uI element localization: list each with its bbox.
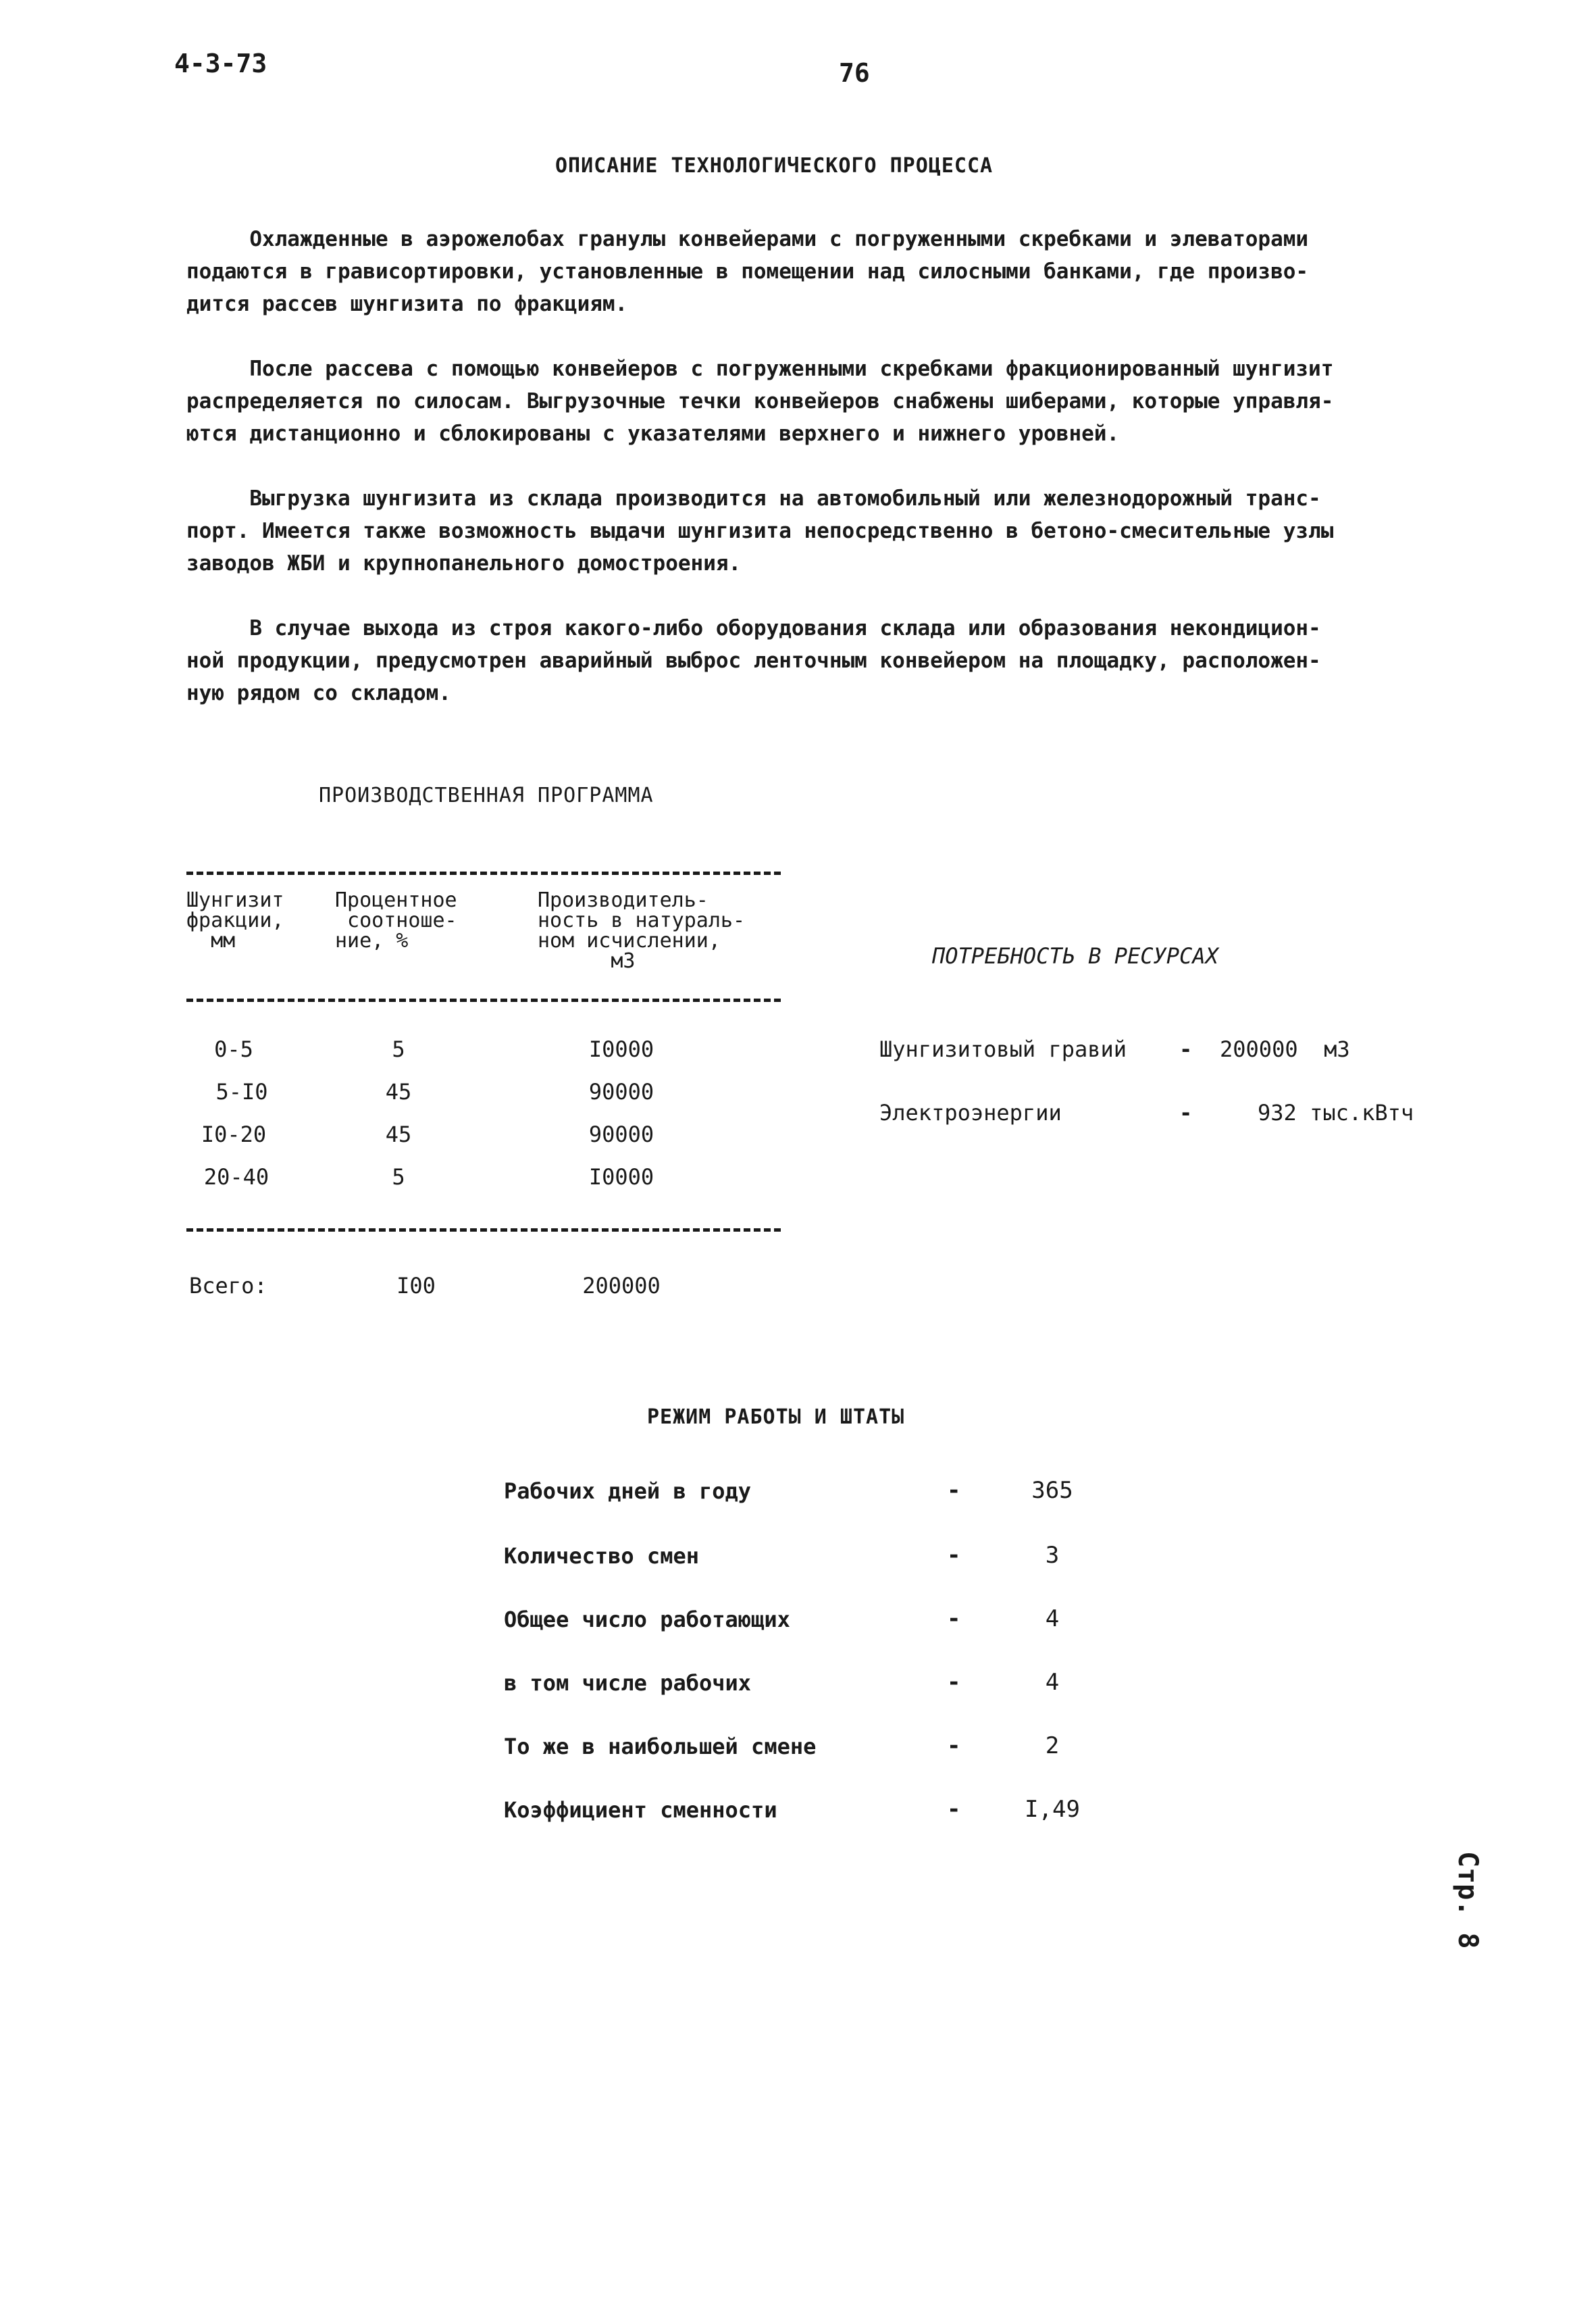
- resource-value: 200000 м3: [1220, 1036, 1350, 1062]
- total-label: Всего:: [189, 1273, 267, 1299]
- work-mode-value: 2: [1045, 1732, 1060, 1759]
- total-volume: 200000: [582, 1273, 661, 1299]
- work-mode-label: То же в наибольшей смене: [504, 1734, 817, 1759]
- table-cell: 0-5: [214, 1036, 253, 1062]
- work-mode-value: 4: [1045, 1605, 1060, 1632]
- paragraph-line: подаются в грависортировки, установленные в помещении над силосными банками, где произво-: [186, 259, 1309, 284]
- work-mode-label: Количество смен: [504, 1543, 699, 1569]
- work-mode-label: Коэффициент сменности: [504, 1797, 777, 1823]
- work-mode-value: I,49: [1025, 1796, 1080, 1823]
- work-mode-value: 4: [1045, 1669, 1060, 1696]
- table-cell: I0000: [588, 1164, 654, 1190]
- column-header-volume: Производитель- ность в натураль- ном исчислении, м3: [538, 888, 746, 973]
- resource-name: Шунгизитовый гравий: [879, 1036, 1127, 1062]
- paragraph-2: [186, 353, 1382, 450]
- paragraph-line: ную рядом со складом.: [186, 681, 451, 705]
- paragraph-line: порт. Имеется также возможность выдачи шунгизита непосредственно в бетоно-смесительные узлы: [186, 519, 1334, 543]
- paragraph-line: заводов ЖБИ и крупнопанельного домостроения.: [186, 551, 742, 576]
- total-percent: I00: [396, 1273, 436, 1299]
- table-cell: 45: [385, 1122, 412, 1147]
- resources-title: ПОТРЕБНОСТЬ В РЕСУРСАХ: [932, 943, 1218, 969]
- document-code: 4-3-73: [174, 49, 267, 78]
- paragraph-line: В случае выхода из строя какого-либо оборудования склада или образования некондицион-: [186, 616, 1321, 640]
- page-number: 76: [839, 58, 870, 88]
- work-mode-dash: -: [947, 1796, 961, 1823]
- work-mode-dash: -: [947, 1669, 961, 1696]
- table-bottom-rule: [186, 1228, 781, 1232]
- table-cell: 5: [392, 1036, 405, 1062]
- work-mode-dash: -: [947, 1605, 961, 1632]
- paragraph-line: Выгрузка шунгизита из склада производится на автомобильный или железнодорожный транс-: [186, 486, 1321, 511]
- column-header-fraction: Шунгизит фракции, мм: [186, 888, 284, 953]
- production-program-title: ПРОИЗВОДСТВЕННАЯ ПРОГРАММА: [319, 784, 654, 807]
- work-mode-title: РЕЖИМ РАБОТЫ И ШТАТЫ: [647, 1405, 905, 1429]
- table-header-rule: [186, 999, 781, 1002]
- work-mode-dash: -: [947, 1732, 961, 1759]
- sheet-number-stamp: Стр. 8: [1452, 1851, 1483, 1949]
- paragraph-line: дится рассев шунгизита по фракциям.: [186, 292, 628, 316]
- work-mode-label: Рабочих дней в году: [504, 1478, 752, 1504]
- process-description-title: ОПИСАНИЕ ТЕХНОЛОГИЧЕСКОГО ПРОЦЕССА: [555, 154, 994, 178]
- paragraph-3: [186, 482, 1382, 580]
- table-cell: I0000: [588, 1036, 654, 1062]
- work-mode-label: в том числе рабочих: [504, 1670, 752, 1696]
- table-cell: 5: [392, 1164, 405, 1190]
- table-cell: 90000: [588, 1079, 654, 1105]
- work-mode-value: 3: [1045, 1542, 1060, 1569]
- table-cell: I0-20: [201, 1122, 267, 1147]
- table-top-rule: [186, 872, 781, 875]
- work-mode-label: Общее число работающих: [504, 1607, 790, 1632]
- work-mode-value: 365: [1031, 1477, 1073, 1504]
- resource-dash: -: [1179, 1036, 1193, 1062]
- resource-name: Электроэнергии: [879, 1100, 1062, 1126]
- column-header-percent: Процентное соотноше- ние, %: [335, 888, 457, 953]
- work-mode-dash: -: [947, 1477, 961, 1504]
- table-cell: 5-I0: [215, 1079, 268, 1105]
- paragraph-line: ются дистанционно и сблокированы с указателями верхнего и нижнего уровней.: [186, 422, 1120, 446]
- table-cell: 45: [385, 1079, 412, 1105]
- paragraph-line: ной продукции, предусмотрен аварийный выброс ленточным конвейером на площадку, расположен-: [186, 649, 1321, 673]
- work-mode-dash: -: [947, 1542, 961, 1569]
- paragraph-line: Охлажденные в аэрожелобах гранулы конвейерами с погруженными скребками и элеваторами: [186, 227, 1309, 251]
- paragraph-1: [186, 223, 1382, 320]
- table-cell: 20-40: [203, 1164, 269, 1190]
- paragraph-4: [186, 612, 1382, 709]
- resource-value: 932 тыс.кВтч: [1258, 1100, 1414, 1126]
- table-cell: 90000: [588, 1122, 654, 1147]
- resource-dash: -: [1179, 1100, 1193, 1126]
- paragraph-line: После рассева с помощью конвейеров с погруженными скребками фракционированный шунгизит: [186, 357, 1334, 381]
- paragraph-line: распределяется по силосам. Выгрузочные течки конвейеров снабжены шиберами, которые управля-: [186, 389, 1334, 413]
